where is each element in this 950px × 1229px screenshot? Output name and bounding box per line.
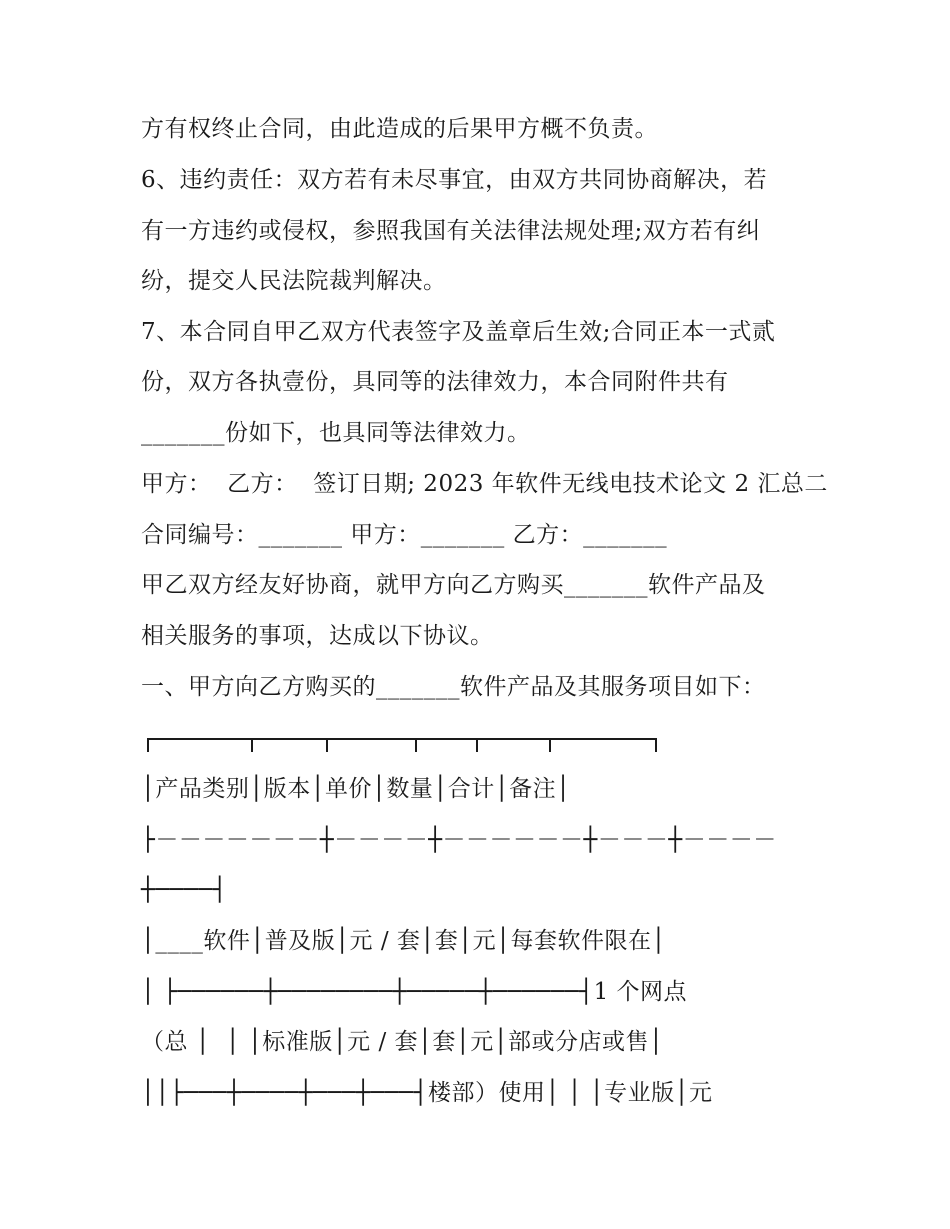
paragraph-line-6: 份，双方各执壹份，具同等的法律效力，本合同附件共有 xyxy=(141,369,729,395)
paragraph-line-7: _______份如下，也具同等法律效力。 xyxy=(141,420,531,446)
signature-line: 甲方： 乙方： 签订日期; 2023 年软件无线电技术论文 2 汇总二 xyxy=(141,471,828,497)
paragraph-line-3: 有一方违约或侵权，参照我国有关法律法规处理;双方若有纠 xyxy=(141,218,761,244)
contract-number-line: 合同编号：_______ 甲方：_______ 乙方：_______ xyxy=(141,522,668,548)
paragraph-line-4: 纷，提交人民法院裁判解决。 xyxy=(141,268,447,294)
paragraph-line-5: 7、本合同自甲乙双方代表签字及盖章后生效;合同正本一式贰 xyxy=(141,319,776,345)
table-row-separator-2: │ ├──────┼────────┼─────┼──────┤1 个网点 xyxy=(141,979,688,1005)
table-row-professional-edition: ││├───┼────┼───┼───┤楼部）使用│ │ │专业版│元 xyxy=(141,1080,713,1106)
paragraph-line-2: 6、违约责任：双方若有未尽事宜，由双方共同协商解决，若 xyxy=(141,167,768,193)
table-row-basic-edition: │____软件│普及版│元 / 套│套│元│每套软件限在│ xyxy=(141,928,666,954)
agreement-line-1: 甲乙双方经友好协商，就甲方向乙方购买_______软件产品及 xyxy=(141,572,766,598)
table-separator-row: ├－－－－－－－┼－－－－┼－－－－－－┼－－－┼－－－－ xyxy=(141,827,777,853)
table-header-row: │产品类别│版本│单价│数量│合计│备注│ xyxy=(141,776,571,802)
agreement-line-2: 相关服务的事项，达成以下协议。 xyxy=(141,623,494,649)
table-separator-row-continued: ┼────┤ xyxy=(141,877,228,903)
table-row-standard-edition: （总 │ │ │标准版│元 / 套│套│元│部或分店或售│ xyxy=(141,1029,664,1055)
paragraph-line-1: 方有权终止合同，由此造成的后果甲方概不负责。 xyxy=(141,116,658,142)
section-one-heading: 一、甲方向乙方购买的_______软件产品及其服务项目如下： xyxy=(141,674,766,700)
